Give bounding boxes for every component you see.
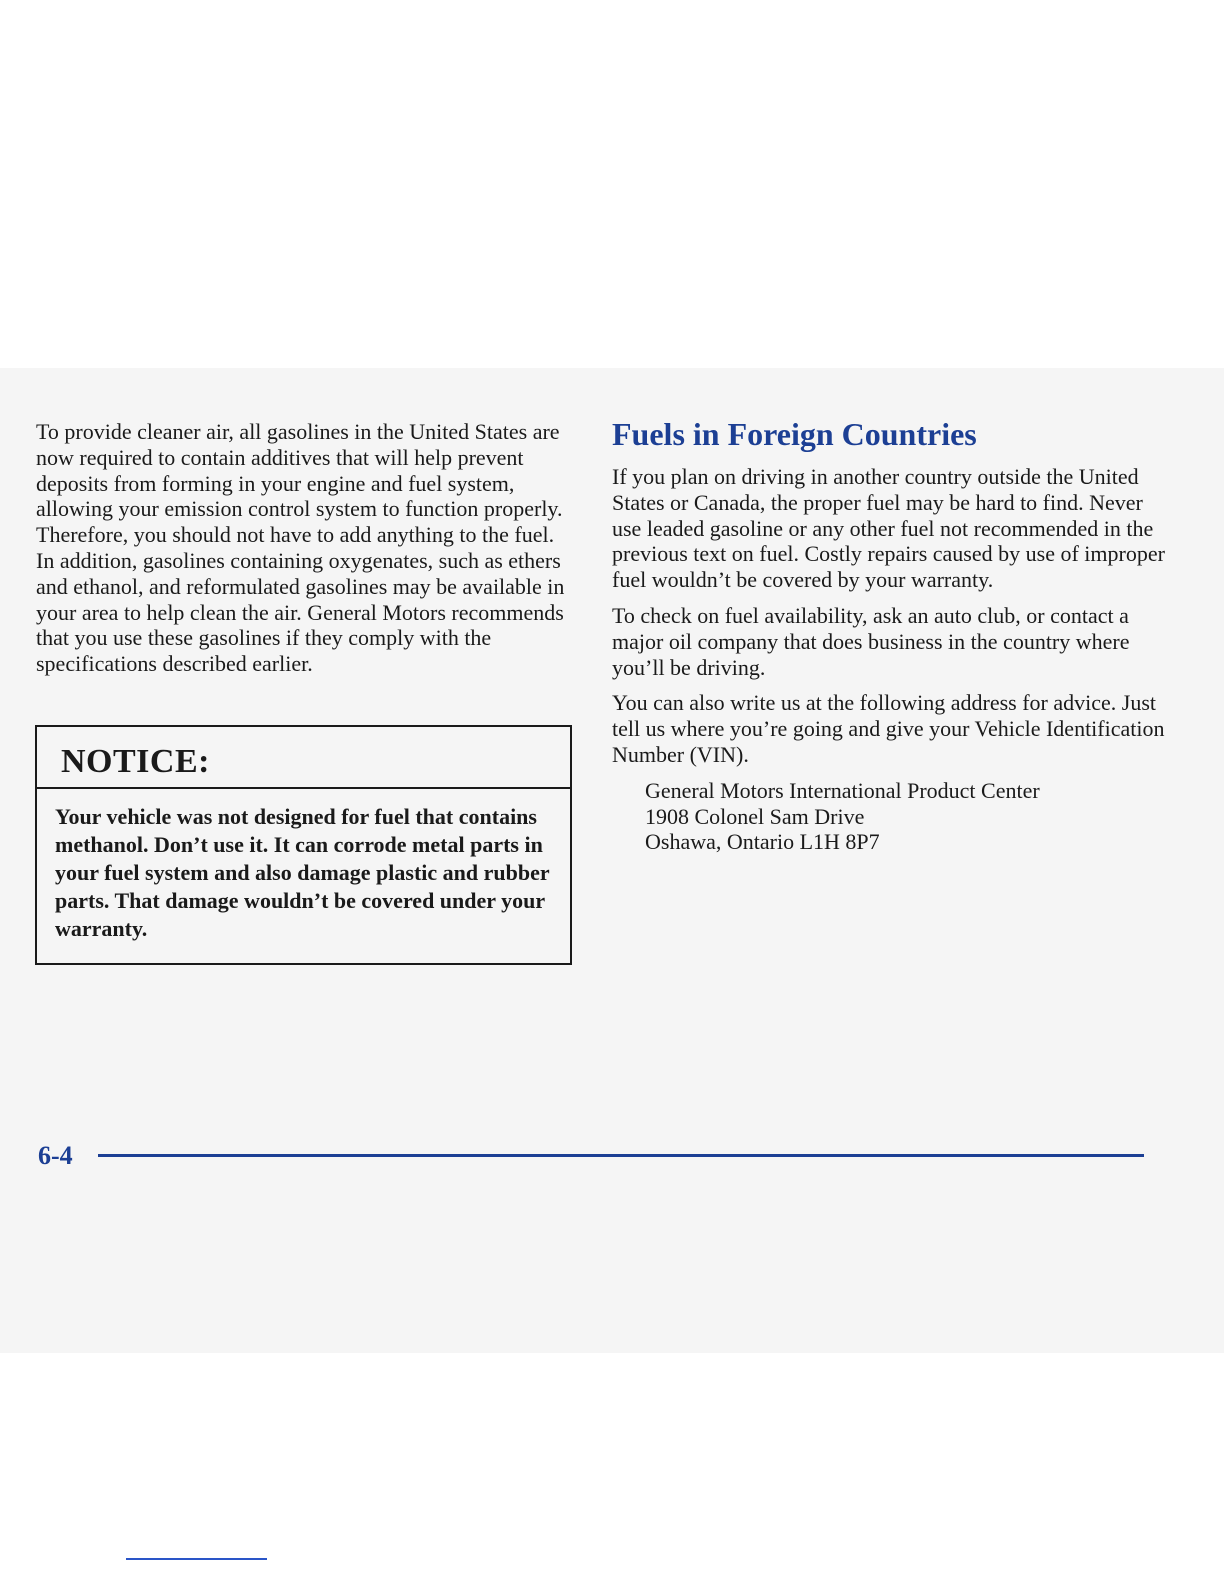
bottom-link-underline <box>126 1558 267 1560</box>
mailing-address <box>645 778 1172 855</box>
paragraph-fuel-availability: To check on fuel availability, ask an auto club, or contact a major oil company that does business in the country where you’ll be driving. <box>612 602 1130 680</box>
address-line: General Motors International Product Center <box>645 777 1040 803</box>
notice-header <box>37 727 570 789</box>
address-line: Oshawa, Ontario L1H 8P7 <box>645 829 880 855</box>
right-column <box>612 414 1172 855</box>
paragraph-write-us: You can also write us at the following address for advice. Just tell us where you’re going and give your Vehicle Identification Number (VIN). <box>612 690 1165 767</box>
section-heading: Fuels in Foreign Countries <box>612 416 977 452</box>
paragraph-foreign-fuel: If you plan on driving in another country outside the United States or Canada, the proper fuel may be hard to find. Never use leaded gasoline or any other fuel not recommended in the previous text on fuel. Costly repairs caused by use of improper fuel wouldn’t be covered by your warranty. <box>612 464 1165 593</box>
address-line: 1908 Colonel Sam Drive <box>645 803 865 829</box>
page-number: 6-4 <box>38 1141 73 1170</box>
notice-box <box>35 725 572 965</box>
left-column <box>36 419 574 677</box>
notice-title: NOTICE: <box>61 743 210 780</box>
notice-body: Your vehicle was not designed for fuel that contains methanol. Don’t use it. It can corrode metal parts in your fuel system and also damage plastic and rubber parts. That damage wouldn’t be covered under your warranty. <box>55 804 550 941</box>
intro-paragraph: To provide cleaner air, all gasolines in the United States are now required to contain additives that will help prevent deposits from forming in your engine and fuel system, allowing your emission control system to function properly. Therefore, you should not have to add anything to the fuel. In addition, gasolines containing oxygenates, such as ethers and ethanol, and reformulated gasolines may be available in your area to help clean the air. General Motors recommends that you use these gasolines if they comply with the specifications described earlier. <box>36 419 565 677</box>
footer-rule <box>98 1154 1144 1157</box>
